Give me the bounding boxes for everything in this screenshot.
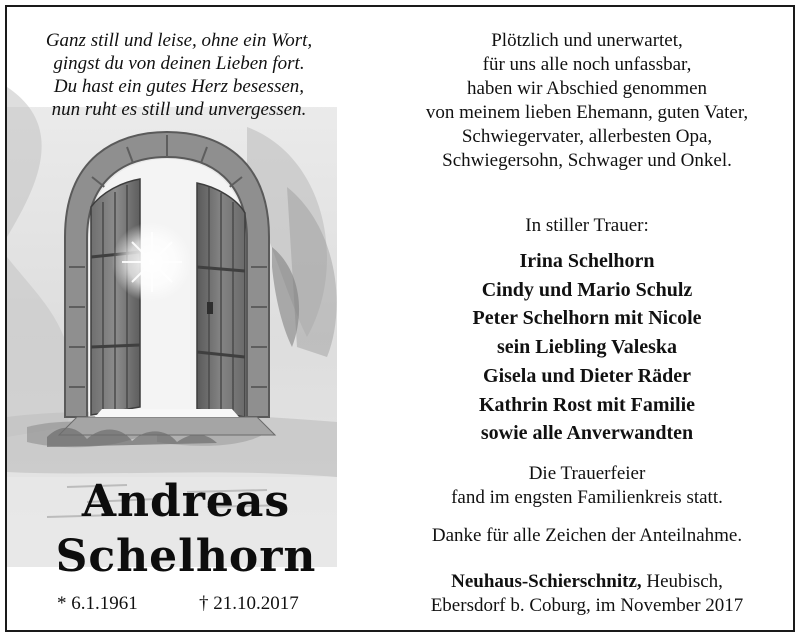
- poem-line: Ganz still und leise, ohne ein Wort,: [45, 30, 313, 51]
- thanks-note: Danke für alle Zeichen der Anteilnahme.: [431, 525, 743, 546]
- poem-line: Du hast ein gutes Herz besessen,: [53, 76, 305, 97]
- mourner-name: Gisela und Dieter Räder: [483, 364, 691, 387]
- mourner-name: Irina Schelhorn: [519, 250, 655, 272]
- mourner-name: Cindy und Mario Schulz: [481, 278, 693, 301]
- announcement-line: Schwiegervater, allerbesten Opa,: [461, 126, 713, 147]
- place-bold: Neuhaus-Schierschnitz,: [451, 571, 642, 592]
- deceased-last-name: Schelhorn: [55, 531, 317, 582]
- poem: [29, 29, 329, 121]
- announcement-line: Schwiegersohn, Schwager und Onkel.: [442, 150, 732, 171]
- death-date: † 21.10.2017: [199, 593, 299, 614]
- mourner-name: sowie alle Anverwandten: [480, 422, 694, 445]
- mourners-list: [387, 247, 787, 448]
- mourner-name: Kathrin Rost mit Familie: [478, 393, 696, 416]
- announcement-line: Plötzlich und unerwartet,: [491, 30, 683, 51]
- place-and-date: [387, 570, 787, 618]
- announcement-column: [387, 7, 787, 630]
- announcement-line: haben wir Abschied genommen: [466, 78, 708, 99]
- place-rest: Heubisch,: [641, 571, 723, 592]
- place-line-1: [387, 570, 787, 594]
- deceased-first-name: Andreas: [81, 476, 291, 527]
- announcement-line: für uns alle noch unfassbar,: [482, 54, 692, 75]
- poem-line: nun ruht es still und unvergessen.: [51, 99, 307, 120]
- announcement-line: von meinem lieben Ehemann, guten Vater,: [425, 102, 749, 123]
- service-line: Die Trauerfeier: [528, 463, 646, 484]
- place-line-2: Ebersdorf b. Coburg, im November 2017: [430, 595, 744, 616]
- mourner-name: Peter Schelhorn mit Nicole: [472, 307, 702, 330]
- mourner-name: sein Liebling Valeska: [496, 336, 678, 359]
- service-line: fand im engsten Familienkreis statt.: [451, 487, 723, 508]
- birth-date: * 6.1.1961: [57, 593, 138, 614]
- obituary-frame: [5, 5, 795, 632]
- announcement-text: [387, 29, 787, 173]
- funeral-service-note: [387, 462, 787, 510]
- poem-line: gingst du von deinen Lieben fort.: [53, 53, 305, 74]
- mourning-label: In stiller Trauer:: [525, 215, 649, 236]
